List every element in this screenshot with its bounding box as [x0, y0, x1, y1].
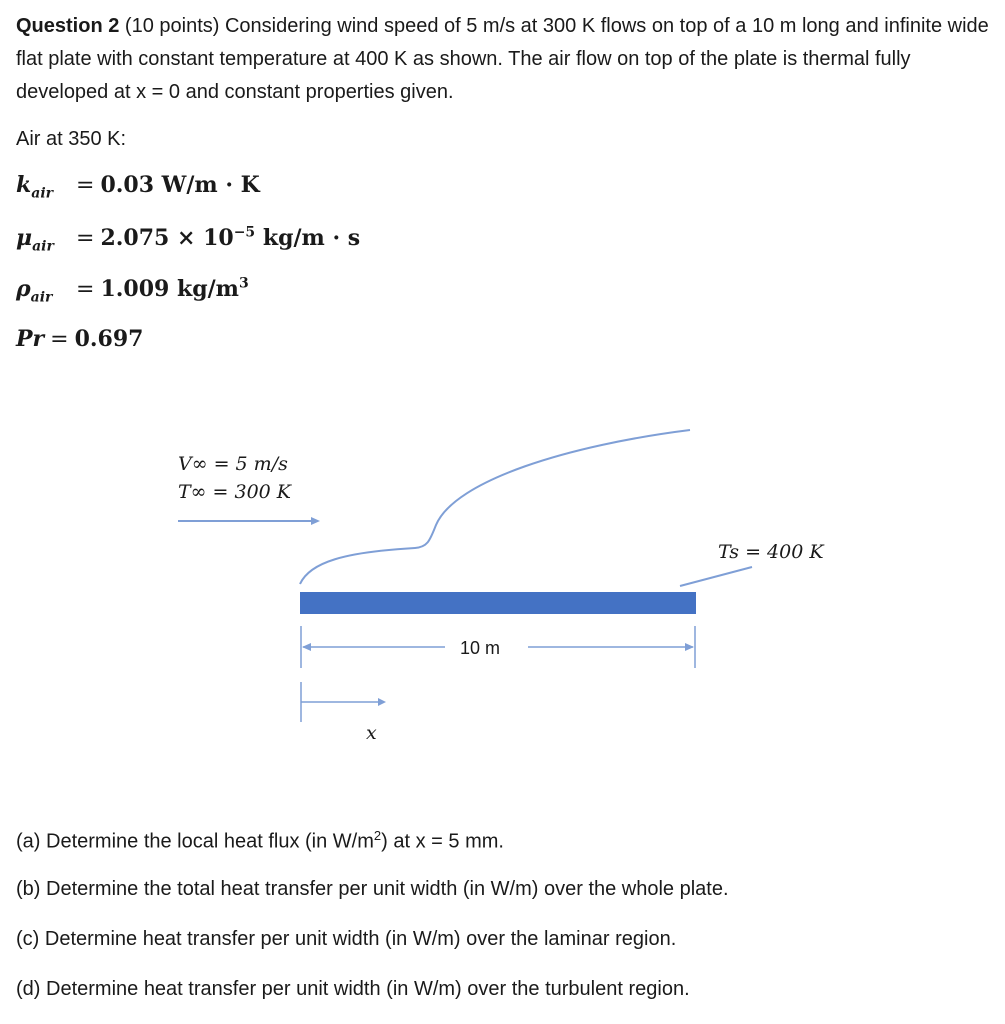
part-c: (c) Determine heat transfer per unit width (in W/m) over the laminar region.: [16, 928, 677, 950]
pr-value: 0.697: [74, 326, 144, 352]
velocity-label: V∞ = 5 m/s: [178, 453, 288, 475]
property-mu-air: $\mu_{air} = 2.075 \times 10^{-5}$ kg/m · s: [16, 225, 361, 255]
part-d: (d) Determine heat transfer per unit width (in W/m) over the turbulent region.: [16, 978, 690, 1000]
properties-heading: Air at 350 K:: [16, 128, 127, 150]
part-a: (a) Determine the local heat flux (in $W/m^2$) at x = 5 mm.: [16, 828, 504, 853]
part-b: (b) Determine the total heat transfer per unit width (in W/m) over the whole plate.: [16, 878, 729, 900]
rho-symbol: $\rho_{air}$: [16, 276, 53, 306]
question-intro: [16, 10, 991, 109]
mu-value: $2.075 \times 10^{-5}$ kg/m · s: [100, 225, 361, 252]
dimension-arrow-right: [685, 643, 694, 651]
k-symbol: $k_{air}$: [16, 172, 54, 202]
property-k-air: $k_{air} = 0.03$ W/m · K: [16, 172, 260, 202]
k-value: 0.03 W/m · K: [100, 172, 260, 198]
mu-symbol: $\mu_{air}$: [16, 225, 54, 255]
x-axis-arrow: [378, 698, 386, 706]
flat-plate-diagram: [0, 400, 1005, 760]
temperature-label: T∞ = 300 K: [178, 481, 291, 503]
pr-symbol: Pr: [16, 326, 45, 352]
boundary-layer-curve: [300, 430, 690, 584]
question-text: (10 points) Considering wind speed of 5 m/s at 300 K flows on top of a 10 m long and infinite wide flat plate with constant temperature at 400 K as shown. The air flow on top of the plate is thermal fully developed at x = 0 and constant properties given.: [16, 15, 989, 103]
rho-value: 1.009 $kg/m^3$: [100, 276, 249, 303]
question-label: Question 2: [16, 15, 120, 37]
property-pr: Pr = 0.697: [16, 326, 144, 352]
surface-label-leader: [680, 567, 752, 586]
flat-plate: [300, 592, 696, 614]
length-label: 10 m: [460, 638, 501, 658]
x-label: x: [366, 722, 377, 744]
property-rho-air: $\rho_{air} = 1.009$ $kg/m^3$: [16, 276, 249, 306]
flow-arrow-head: [311, 517, 320, 525]
dimension-arrow-left: [302, 643, 311, 651]
surface-temperature-label: Ts = 400 K: [718, 541, 824, 563]
